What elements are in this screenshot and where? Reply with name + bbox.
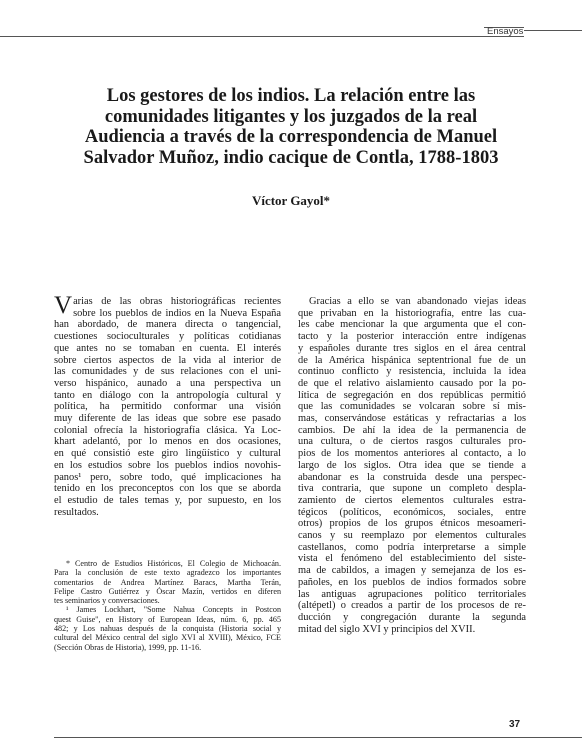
drop-cap: V [54,292,73,319]
text-line: les cabe mencionar la que argumenta que el con- [298,319,526,331]
text-line: panos¹ pero, sobre todo, qué implicaciones ha [54,471,281,483]
footnotes [54,559,281,652]
text-line: política, ha permitido conformar una visión [54,401,281,413]
text-line: abandonar es la construida desde una perspec- [298,471,526,483]
title-line: comunidades litigantes y los juzgados de la real [104,106,478,127]
text-line: cuestiones socioculturales y políticas cotidianas [54,331,281,343]
text-line: en qué consistió este giro lingüístico y cultural [54,448,281,460]
text-line: mitad del siglo XVI y principios del XVII. [298,623,476,635]
header-rule-tab [524,30,582,31]
text-line: que privaban en la historiografía, entre las cua- [298,307,526,319]
title-line: Los gestores de los indios. La relación entre las [106,86,476,106]
text-line: sobre los pueblos de indios en la Nueva España [73,307,281,319]
footnote-line: (Sección Obras de Historia), 1999, pp. 11-16. [54,642,202,652]
text-line: en los estudios sobre los pueblos indios novohis- [54,459,281,471]
text-line: canos y su reemplazo por elementos culturales [298,530,526,542]
text-line: las antiguas agrupaciones político territoriales [298,588,526,600]
title-line: Salvador Muñoz, indio cacique de Contla, 1788-1803 [83,147,499,168]
text-line: continuo conflicto y resistencia, incluida la idea [298,366,526,378]
text-line: Gracias a ello se van abandonado viejas ideas [309,296,526,307]
text-line: el estudio de tales temas y, por supuesto, en los [54,494,281,506]
text-line: que las comunidades se volcaran sobre sí mis- [298,401,526,413]
footnote-line: * Centro de Estudios Históricos, El Colegio de Michoacán. [66,559,281,568]
text-line: que antes no se tomaban en cuenta. El interés [54,342,281,354]
text-line: arias de las obras historiográficas recientes [73,296,281,307]
text-line: resultados. [54,506,99,518]
text-line: mas, conservándose estáticas y refractarias a los [298,413,526,425]
footer-rule [54,737,582,738]
footnote-line: cultural del México central del siglo XVI al XVIII), México, FCE [54,633,281,643]
text-line: ma de cabildos, a imagen y semejanza de los es- [298,565,526,577]
section-label: Ensayos [487,26,524,37]
text-line: una cultura, o de ciertos rasgos culturales pro- [298,436,526,448]
text-line: vista el fenómeno del establecimiento del siste- [298,553,526,565]
footnote-line: quest Guise", en History of European Ideas, núm. 6, pp. 465 [54,614,281,624]
text-line: pios de los momentos anteriores al contacto, a lo [298,448,526,460]
text-line: zamiento de ciertos elementos culturales estra- [298,494,526,506]
right-column [298,296,526,635]
text-line: de que el relativo aislamiento causado por la po- [298,377,526,389]
text-line: castellanos, como podría interpretarse a simple [298,541,526,553]
text-line: lítica de segregación en dos repúblicas permitió [298,389,526,401]
text-line: verso hispánico, aunado a una perspectiva un [54,377,281,389]
text-line: ducción y congregación durante la segunda [298,611,526,623]
text-line: tiva contraria, que supone un completo despla- [298,483,526,495]
text-line: pañoles, en los pueblos de indios formados sobre [298,576,526,588]
article-author: Víctor Gayol* [251,193,331,208]
text-line: muy diferente de las ideas que sobre ese pasado [54,413,281,425]
page-number: 37 [509,719,521,730]
header-rule [0,36,524,37]
text-line: tanto en diálogo con la antropología cultural y [54,389,281,401]
text-line: otros) propios de los grupos étnicos mesoameri- [298,518,526,530]
footnote-line: Para la conclusión de este texto agradezco los importantes [54,568,281,578]
footnote-line: comentarios de Andrea Martínez Baracs, Martha Terán, [54,577,281,587]
text-line: tenido en los preconceptos con los que se aborda [54,483,281,495]
text-line: (altépetl) o creados a partir de los procesos de re- [298,600,526,612]
text-line: largo de los siglos. Otra idea que se tiende a [298,459,526,471]
text-line: khart adelantó, por lo menos en dos ocasiones, [54,436,281,448]
footnote-line: tes seminarios y conversaciones. [54,596,160,606]
left-column [54,292,281,518]
title-line: Audiencia a través de la correspondencia de Manuel [84,127,498,147]
text-line: sobre ciertos aspectos de la vida al interior de [54,354,281,366]
text-line: tacto y la posterior interacción entre indígenas [298,331,526,343]
text-line: han abordado, de manera directa o tangencial, [54,319,281,331]
footnote-line: ¹ James Lockhart, "Some Nahua Concepts in Postcon [66,605,281,615]
text-line: colonial ofrecía la historiografía clásica. Ya Loc- [54,424,281,436]
footnote-line: 482; y Los nahuas después de la conquista (Historia social y [54,624,281,634]
text-line: y españoles durante tres siglos en el área central [298,342,526,354]
text-line: de la América hispánica septentrional fue de un [298,354,526,366]
text-line: las comunidades y de sus relaciones con el uni- [54,366,281,378]
footnote-line: Felipe Castro Gutiérrez y Óscar Mazín, vertidos en diferen [54,586,281,596]
text-line: cambios. De ahí la idea de la permanencia de [298,424,526,436]
article-title [48,86,534,168]
text-line: tégicos (políticos, económicos, sociales, entre [298,506,526,518]
